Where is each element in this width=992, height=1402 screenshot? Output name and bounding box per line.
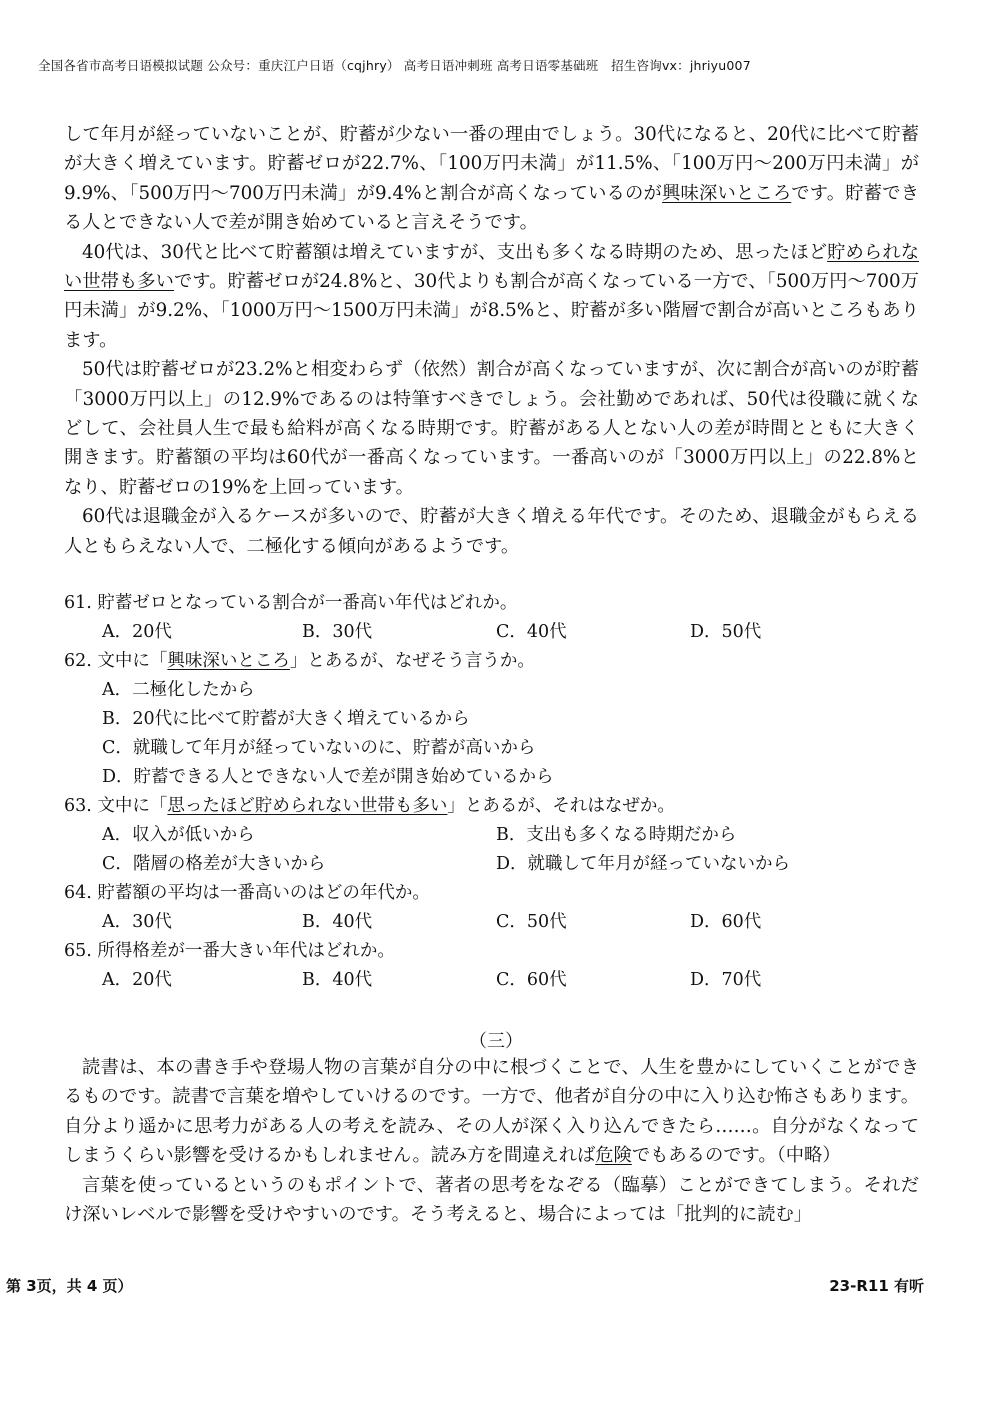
option-b[interactable]: B．20代に比べて貯蓄が大きく増えているから: [102, 709, 470, 729]
underlined-phrase-households: 貯められない世帯も多い: [64, 241, 919, 293]
option-d[interactable]: D．60代: [690, 912, 762, 932]
option-c[interactable]: C．60代: [496, 970, 567, 990]
paragraph-40s: [64, 238, 919, 356]
options-63-row1: [64, 821, 924, 850]
option-a[interactable]: A．20代: [102, 622, 172, 642]
option-c[interactable]: C．40代: [496, 622, 567, 642]
text-span: 」とあるが、なぜそう言うか。: [289, 651, 535, 671]
passage-three: [64, 1053, 919, 1229]
option-a[interactable]: A．収入が低いから: [102, 825, 255, 845]
options-61: [64, 618, 924, 647]
option-b[interactable]: B．40代: [302, 970, 373, 990]
options-64: [64, 908, 924, 937]
underlined-quote: 思ったほど貯められない世帯も多い: [167, 796, 448, 816]
text-span: して年月が経っていないことが、貯蓄が少ない一番の理由でしょう。30代になると、20代に比べて貯蓄が大きく増えています。貯蓄ゼロが22.7%、「100万円未満」が11.5%、「100万円～200万円未満」が9.9%、「500万円～700万円未満」が9.4%と割合が高くなっているのが: [64, 124, 919, 204]
option-d[interactable]: D．50代: [690, 622, 762, 642]
question-61: 61. 貯蓄ゼロとなっている割合が一番高い年代はどれか。: [64, 593, 518, 613]
text-span: です。貯蓄できる人とできない人で差が開き始めていると言えそうです。: [64, 182, 920, 234]
question-list: [64, 589, 924, 995]
option-c[interactable]: C．階層の格差が大きいから: [102, 854, 326, 874]
option-c[interactable]: C．50代: [496, 912, 567, 932]
paragraph-60s: 60代は退職金が入るケースが多いので、貯蓄が大きく増える年代です。そのため、退職金がもらえる人ともらえない人で、二極化する傾向があるようです。: [64, 506, 919, 557]
question-63: [64, 792, 924, 821]
page-header: 全国各省市高考日语模拟试题 公众号：重庆江户日语（cqjhry） 高考日语冲刺班 高考日语零基础班 招生咨询vx：jhriyu007: [38, 58, 751, 73]
option-d[interactable]: D．就職して年月が経っていないから: [496, 854, 791, 874]
text-span: 62. 文中に「: [64, 651, 168, 671]
text-span: です。貯蓄ゼロが24.8%と、30代よりも割合が高くなっている一方で、「500万円～700万円未満」が9.2%、「1000万円～1500万円未満」が8.5%と、貯蓄が多い階層で割合が高いところもあります。: [64, 271, 920, 351]
paragraph-words: 言葉を使っているというのもポイントで、著者の思考をなぞる（臨摹）ことができてしまう。それだけ深いレベルで影響を受けやすいのです。そう考えると、場合によっては「批判的に読む」: [64, 1174, 919, 1226]
option-c[interactable]: C．就職して年月が経っていないのに、貯蓄が高いから: [102, 738, 536, 758]
options-63-row2: [64, 850, 924, 879]
option-b[interactable]: B．支出も多くなる時期だから: [496, 825, 737, 845]
page-number: 第 3页，共 4 页）: [6, 1277, 133, 1295]
section-heading-three: （三）: [469, 1031, 523, 1052]
text-span: 40代は、30代と比べて貯蓄額は増えていますが、支出も多くなる時期のため、思ったほど: [82, 241, 828, 263]
option-b[interactable]: B．40代: [302, 912, 373, 932]
option-a[interactable]: A．20代: [102, 970, 172, 990]
question-62: [64, 647, 924, 676]
question-64: 64. 貯蓄額の平均は一番高いのはどの年代か。: [64, 883, 430, 903]
paragraph-50s: 50代は貯蓄ゼロが23.2%と相変わらず（依然）割合が高くなっていますが、次に割合が高いのが貯蓄「3000万円以上」の12.9%であるのは特筆すべきでしょう。会社勤めであれば、50代は役職に就くなどして、会社員人生で最も給料が高くなる時期です。貯蓄がある人とない人の差が時間とともに大きく開きます。貯蓄額の平均は60代が一番高くなっています。一番高いのが「3000万円以上」の22.8%となり、貯蓄ゼロの19%を上回っています。: [64, 359, 919, 498]
option-d[interactable]: D．70代: [690, 970, 762, 990]
underlined-word-danger: 危険: [595, 1145, 632, 1167]
text-span: 63. 文中に「: [64, 796, 168, 816]
text-span: 読書は、本の書き手や登場人物の言葉が自分の中に根づくことで、人生を豊かにしていくことができるものです。読書で言葉を増やしていけるのです。一方で、他者が自分の中に入り込む怖さもあります。自分より遥かに思考力がある人の考えを読み、その人が深く入り込んできたら……。自分がなくなってしまうくらい影響を受けるかもしれません。読み方を間違えれば: [64, 1057, 919, 1167]
option-a[interactable]: A．二極化したから: [102, 680, 255, 700]
paragraph-20s-30s: [64, 120, 919, 238]
text-span: でもあるのです。（中略）: [631, 1145, 841, 1167]
option-d[interactable]: D．貯蓄できる人とできない人で差が開き始めているから: [102, 767, 554, 787]
options-65: [64, 966, 924, 995]
underlined-quote: 興味深いところ: [167, 651, 290, 671]
option-b[interactable]: B．30代: [302, 622, 373, 642]
underlined-phrase-interesting: 興味深いところ: [662, 182, 792, 204]
text-span: 」とあるが、それはなぜか。: [447, 796, 675, 816]
question-65: 65. 所得格差が一番大きい年代はどれか。: [64, 941, 395, 961]
option-a[interactable]: A．30代: [102, 912, 172, 932]
passage-two: [64, 120, 919, 561]
exam-code: 23-R11 有听: [829, 1277, 924, 1295]
paragraph-reading: [64, 1053, 919, 1171]
